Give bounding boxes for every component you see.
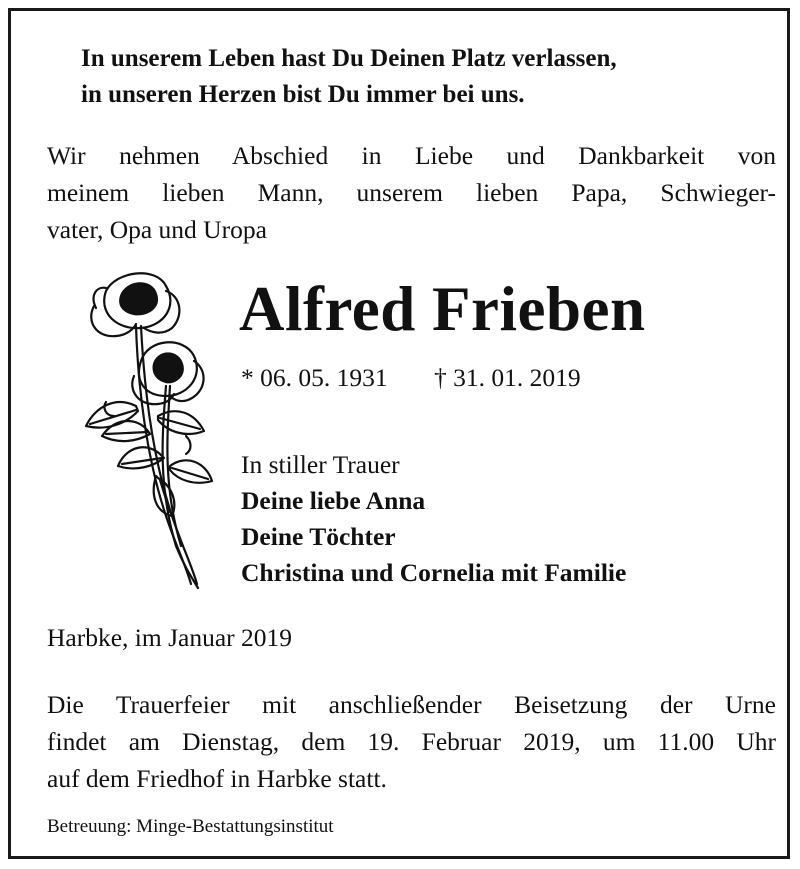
motto-line-2: in unseren Herzen bist Du immer bei uns. <box>81 81 525 108</box>
death-date: † 31. 01. 2019 <box>434 363 581 392</box>
intro-line-3: vater, Opa und Uropa <box>47 215 267 244</box>
mourner-line-2: Deine Töchter <box>241 522 396 551</box>
funeral-line-3: auf dem Friedhof in Harbke statt. <box>47 764 387 793</box>
motto <box>81 41 617 113</box>
mourner-line-1: Deine liebe Anna <box>241 486 426 515</box>
mourner-line-3: Christina und Cornelia mit Familie <box>241 558 627 587</box>
funeral-line-1: Die Trauerfeier mit anschließender Beisetzung der Urne <box>47 690 776 719</box>
obituary-frame <box>8 8 790 859</box>
intro-line-1: Wir nehmen Abschied in Liebe und Dankbarkeit von <box>47 141 776 170</box>
deceased-name: Alfred Frieben <box>239 274 646 344</box>
motto-line-1: In unserem Leben hast Du Deinen Platz verlassen, <box>81 45 617 72</box>
birth-date: * 06. 05. 1931 <box>241 363 388 392</box>
funeral-line-2: findet am Dienstag, dem 19. Februar 2019, um 11.00 Uhr <box>47 727 776 756</box>
undertaker-credit: Betreuung: Minge-Bestattungsinstitut <box>47 816 334 837</box>
intro-text <box>47 137 776 248</box>
funeral-notice <box>47 686 776 797</box>
mourning-intro: In stiller Trauer <box>241 450 400 479</box>
mourners-block <box>241 447 626 591</box>
intro-line-2: meinem lieben Mann, unserem lieben Papa, Schwieger- <box>47 178 776 207</box>
life-dates <box>241 361 581 395</box>
place-date: Harbke, im Januar 2019 <box>47 623 293 652</box>
roses-illustration-icon <box>66 266 226 596</box>
